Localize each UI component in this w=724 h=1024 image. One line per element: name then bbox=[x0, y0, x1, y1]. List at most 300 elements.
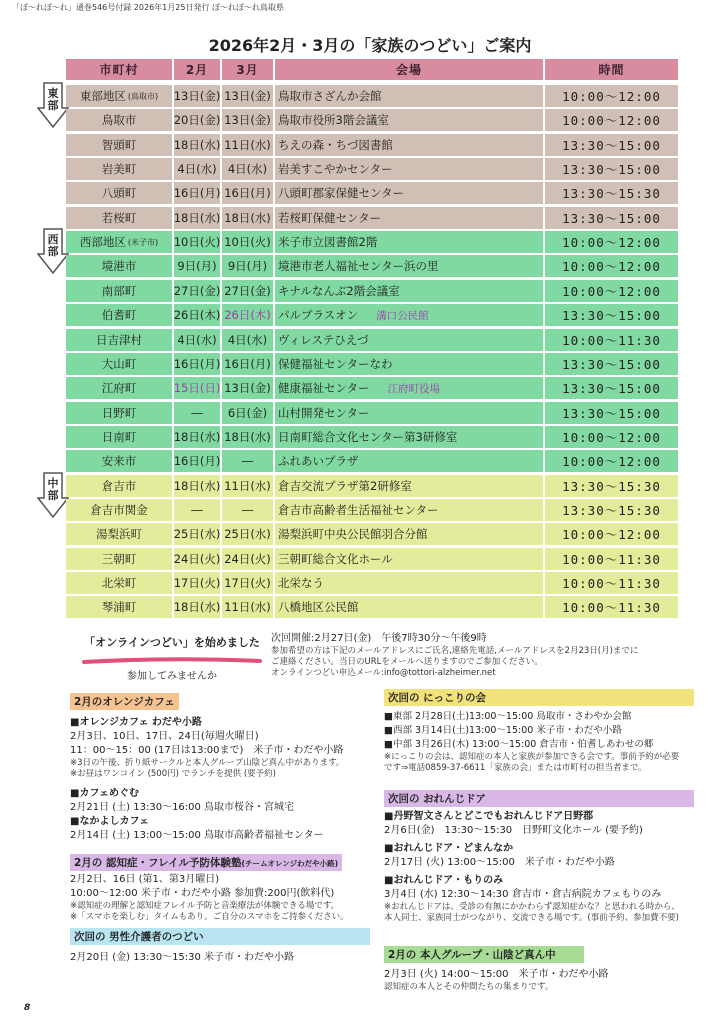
town-name: 琴浦町 bbox=[101, 600, 137, 615]
feb-cell bbox=[174, 499, 220, 521]
time-range: 10:00～11:30 bbox=[562, 332, 661, 348]
feb-date: 18日(水) bbox=[174, 429, 220, 444]
table-row bbox=[66, 596, 678, 618]
feb-date: 13日(金) bbox=[174, 89, 220, 103]
town-cell bbox=[66, 572, 172, 594]
table-row bbox=[66, 353, 678, 375]
town-name: 湯梨浜町 bbox=[96, 527, 142, 542]
time-cell bbox=[545, 329, 678, 351]
town-name: 北栄町 bbox=[101, 576, 137, 590]
mar-cell bbox=[222, 85, 273, 107]
venue-cell bbox=[275, 523, 543, 545]
mar-cell bbox=[222, 182, 273, 204]
town-name: 倉吉市 bbox=[101, 478, 137, 493]
cafe-megumu-detail: 2月21日 (土) 13:30～16:00 鳥取市桜谷・宮城宅 bbox=[70, 802, 295, 813]
cafe-megumu-title: ■カフェめぐむ bbox=[70, 788, 139, 799]
table-row bbox=[66, 523, 678, 545]
time-range: 13:30～15:00 bbox=[562, 405, 661, 421]
feb-date: 9日(月) bbox=[177, 259, 217, 274]
col-header-mar: 3月 bbox=[222, 59, 273, 80]
feb-cell bbox=[174, 280, 220, 302]
town-cell bbox=[66, 596, 172, 618]
town-cell bbox=[66, 353, 172, 375]
feb-cell bbox=[174, 329, 220, 351]
town-name: 倉吉市関金 bbox=[90, 502, 148, 517]
orenji-note: 本人同士、家族同士がつながり、交流できる場です。(事前予約、参加費不要) bbox=[384, 913, 679, 923]
town-name: 境港市 bbox=[101, 259, 137, 274]
region-name: 中 部 bbox=[47, 476, 59, 502]
mar-date: 13日(金) bbox=[224, 381, 271, 396]
frailty-heading: 2月の 認知症・フレイル予防体験塾(チームオレンジわだや小路) bbox=[70, 854, 342, 871]
time-range: 10:00～12:00 bbox=[562, 113, 661, 129]
mar-date: 13日(金) bbox=[224, 89, 271, 103]
orenji-domannaka-title: ■おれんじドア・どまんなか bbox=[384, 843, 514, 854]
venue-cell bbox=[275, 134, 543, 156]
town-name: 鳥取市 bbox=[101, 113, 137, 128]
time-cell bbox=[545, 85, 678, 107]
venue-name: パルプラスオン bbox=[278, 308, 359, 323]
venue-cell bbox=[275, 377, 543, 399]
feb-date: 16日(月) bbox=[174, 186, 220, 201]
mar-cell bbox=[222, 523, 273, 545]
town-name: 南部町 bbox=[101, 283, 137, 298]
town-name: 智頭町 bbox=[101, 137, 137, 152]
town-name: 三朝町 bbox=[101, 551, 137, 566]
online-announcement bbox=[82, 634, 262, 684]
venue-name: 八橋地区公民館 bbox=[278, 600, 359, 615]
mar-date: 11日(水) bbox=[224, 137, 271, 152]
mar-date: 27日(金) bbox=[224, 283, 271, 298]
table-row bbox=[66, 426, 678, 448]
col-header-time: 時間 bbox=[545, 59, 678, 80]
feb-cell bbox=[174, 85, 220, 107]
highlight-stroke-icon bbox=[82, 657, 262, 665]
venue-name: 倉吉交流プラザ第2研修室 bbox=[278, 478, 412, 493]
venue-cell bbox=[275, 109, 543, 131]
venue-name: 境港市老人福祉センター浜の里 bbox=[278, 259, 439, 274]
nikkori-note: です⇒電話0859-37-6611「家族の会」または市町村の担当者まで。 bbox=[384, 763, 647, 773]
time-range: 10:00～12:00 bbox=[562, 89, 661, 104]
time-range: 10:00～12:00 bbox=[562, 259, 661, 275]
venue-cell bbox=[275, 280, 543, 302]
town-name: 大山町 bbox=[101, 356, 137, 371]
time-cell bbox=[545, 548, 678, 570]
venue-name: 三朝町総合文化ホール bbox=[278, 551, 393, 566]
mar-cell bbox=[222, 426, 273, 448]
town-name: 東部地区 bbox=[79, 89, 126, 103]
time-range: 13:30～15:00 bbox=[562, 210, 661, 226]
table-row bbox=[66, 207, 678, 229]
town-name: 若桜町 bbox=[101, 210, 137, 225]
mar-cell bbox=[222, 572, 273, 594]
town-name: 江府町 bbox=[101, 381, 137, 396]
town-cell bbox=[66, 450, 172, 472]
nikkori-section bbox=[384, 686, 704, 774]
feb-date: ― bbox=[191, 405, 203, 420]
feb-date: 20日(金) bbox=[174, 113, 220, 128]
venue-cell bbox=[275, 548, 543, 570]
cafe-nakayoshi-detail: 2月14日 (土) 13:00～15:00 鳥取市高齢者福祉センター bbox=[70, 830, 324, 841]
time-range: 10:00～12:00 bbox=[562, 429, 661, 445]
time-cell bbox=[545, 158, 678, 180]
feb-cell bbox=[174, 353, 220, 375]
table-row bbox=[66, 231, 678, 253]
feb-cell bbox=[174, 426, 220, 448]
mar-date: 16日(月) bbox=[224, 356, 271, 371]
town-name: 八頭町 bbox=[101, 186, 137, 201]
table-row bbox=[66, 158, 678, 180]
venue-cell bbox=[275, 450, 543, 472]
venue-name: 倉吉市高齢者生活福祉センター bbox=[278, 502, 439, 517]
feb-date: 27日(金) bbox=[174, 283, 220, 298]
orange-cafe-section bbox=[70, 690, 370, 843]
table-row bbox=[66, 572, 678, 594]
feb-date: 17日(火) bbox=[174, 576, 220, 590]
town-cell bbox=[66, 523, 172, 545]
feb-cell bbox=[174, 523, 220, 545]
online-detail-3: オンラインつどい申込メール:info@tottori-alzheimer.net bbox=[271, 668, 496, 678]
feb-cell bbox=[174, 377, 220, 399]
time-range: 13:30～15:00 bbox=[562, 356, 661, 372]
feb-date: 4日(水) bbox=[177, 162, 217, 177]
venue-name: 八頭町郡家保健センター bbox=[278, 186, 405, 201]
time-cell bbox=[545, 426, 678, 448]
venue-name: ふれあいプラザ bbox=[278, 454, 359, 469]
time-cell bbox=[545, 280, 678, 302]
table-row bbox=[66, 450, 678, 472]
time-range: 13:30～15:00 bbox=[562, 162, 661, 178]
venue-cell bbox=[275, 85, 543, 107]
venue-cell bbox=[275, 231, 543, 253]
mar-date: 17日(火) bbox=[224, 576, 271, 590]
venue-name: 健康福祉センター bbox=[278, 381, 370, 396]
town-cell bbox=[66, 207, 172, 229]
frailty-time: 10:00～12:00 米子市・わだや小路 参加費:200円(飲料代) bbox=[70, 888, 335, 899]
town-name: 日野町 bbox=[101, 405, 137, 420]
region-name: 東 部 bbox=[47, 87, 59, 112]
orenji-note: ※おれんじドアは、受診の有無にかかわらず認知症かな？と思われる時から、 bbox=[384, 902, 680, 912]
time-range: 10:00～11:30 bbox=[562, 551, 661, 567]
mar-cell bbox=[222, 596, 273, 618]
col-header-feb: 2月 bbox=[174, 59, 220, 80]
time-cell bbox=[545, 596, 678, 618]
mar-cell bbox=[222, 304, 273, 326]
male-carers-section bbox=[70, 925, 370, 965]
mar-cell bbox=[222, 207, 273, 229]
table-row bbox=[66, 402, 678, 424]
mar-cell bbox=[222, 134, 273, 156]
time-cell bbox=[545, 499, 678, 521]
feb-cell bbox=[174, 475, 220, 497]
online-heading: 「オンラインつどい」を始めました bbox=[84, 636, 260, 649]
mar-cell bbox=[222, 353, 273, 375]
venue-name: ちえの森・ちづ図書館 bbox=[278, 137, 393, 152]
town-cell bbox=[66, 304, 172, 326]
venue-name: 米子市立図書館2階 bbox=[278, 235, 378, 250]
town-cell bbox=[66, 255, 172, 277]
mar-date: 6日(金) bbox=[227, 405, 268, 420]
table-row bbox=[66, 329, 678, 351]
town-note: (鳥取市) bbox=[127, 91, 159, 101]
town-cell bbox=[66, 426, 172, 448]
town-cell bbox=[66, 499, 172, 521]
town-name: 安来市 bbox=[101, 454, 137, 469]
feb-cell bbox=[174, 572, 220, 594]
mar-date: ― bbox=[241, 454, 254, 469]
feb-date: 16日(月) bbox=[174, 356, 220, 371]
feb-cell bbox=[174, 134, 220, 156]
cafe-wadaya-note: ※お昼はワンコイン (500円) でランチを提供 (要予約) bbox=[70, 769, 276, 779]
town-cell bbox=[66, 158, 172, 180]
mar-date: 24日(火) bbox=[224, 551, 271, 566]
time-range: 13:30～15:00 bbox=[562, 137, 661, 153]
mar-cell bbox=[222, 109, 273, 131]
town-note: (米子市) bbox=[127, 237, 159, 247]
time-range: 13:30～15:30 bbox=[562, 502, 661, 518]
table-row bbox=[66, 304, 678, 326]
publication-header: 「ぽ～れぽ～れ」通巻546号付録 2026年1月25日発行 ぽ～れぽ～れ鳥取県 bbox=[12, 3, 284, 12]
mar-cell bbox=[222, 280, 273, 302]
honnin-group-heading: 2月の 本人グループ・山陰ど真ん中 bbox=[384, 946, 584, 963]
feb-date: 15日(日) bbox=[174, 381, 220, 396]
mar-date: ― bbox=[241, 502, 254, 517]
time-range: 13:30～15:00 bbox=[562, 308, 661, 324]
time-range: 10:00～12:00 bbox=[562, 283, 661, 299]
mar-date: 11日(水) bbox=[224, 478, 271, 493]
venue-name: 若桜町保健センター bbox=[278, 210, 382, 225]
feb-cell bbox=[174, 402, 220, 424]
mar-cell bbox=[222, 231, 273, 253]
time-cell bbox=[545, 523, 678, 545]
venue-cell bbox=[275, 475, 543, 497]
mar-cell bbox=[222, 329, 273, 351]
town-cell bbox=[66, 329, 172, 351]
town-name: 日南町 bbox=[101, 429, 137, 444]
honnin-group-section bbox=[384, 943, 704, 993]
time-cell bbox=[545, 255, 678, 277]
town-cell bbox=[66, 548, 172, 570]
orenji-door-heading: 次回の おれんじドア bbox=[384, 790, 694, 807]
venue-name: 鳥取市さざんか会館 bbox=[278, 89, 382, 103]
venue-name: 北栄なう bbox=[278, 576, 324, 590]
mar-date: 11日(水) bbox=[224, 600, 271, 615]
venue-cell bbox=[275, 207, 543, 229]
mar-date: 4日(水) bbox=[227, 162, 268, 177]
nikkori-west: ■西部 3月14日(土)13:00～15:00 米子市・わだや小路 bbox=[384, 725, 622, 736]
mar-date: 18日(水) bbox=[224, 210, 271, 225]
feb-cell bbox=[174, 596, 220, 618]
feb-cell bbox=[174, 255, 220, 277]
mar-cell bbox=[222, 402, 273, 424]
venue-cell bbox=[275, 158, 543, 180]
mar-date: 13日(金) bbox=[224, 113, 271, 128]
frailty-note: ※認知症の理解と認知症フレイル予防と音楽療法が体験できる場です。 bbox=[70, 901, 340, 911]
mar-cell bbox=[222, 548, 273, 570]
time-range: 13:30～15:30 bbox=[562, 186, 661, 202]
frailty-note: ※「スマホを楽しむ」タイムもあり。ご自分のスマホをご持参ください。 bbox=[70, 912, 349, 922]
orenji-morinomi-title: ■おれんじドア・もりのみ bbox=[384, 875, 504, 886]
cafe-wadaya-title: ■オレンジカフェ わだや小路 bbox=[70, 717, 202, 728]
region-name: 西 部 bbox=[47, 233, 59, 259]
feb-cell bbox=[174, 109, 220, 131]
venue-cell bbox=[275, 499, 543, 521]
venue-name: キナルなんぶ2階会議室 bbox=[278, 283, 400, 298]
time-cell bbox=[545, 182, 678, 204]
table-row bbox=[66, 548, 678, 570]
time-cell bbox=[545, 402, 678, 424]
male-carers-detail: 2月20日 (金) 13:30～15:30 米子市・わだや小路 bbox=[70, 952, 295, 963]
venue-name: ヴィレステひえづ bbox=[278, 332, 369, 347]
online-detail-2: ご連絡ください。当日のURLをメールへ送りますのでご参加ください。 bbox=[271, 657, 543, 667]
frailty-dates: 2月2日、16日 (第1、第3月曜日) bbox=[70, 874, 220, 885]
page-title: 2026年2月・3月の「家族のつどい」ご案内 bbox=[208, 36, 532, 55]
town-cell bbox=[66, 377, 172, 399]
nikkori-note: ※にっこりの会は、認知症の本人と家族が参加できる会です。事前予約が必要 bbox=[384, 752, 680, 762]
feb-date: 18日(水) bbox=[174, 478, 220, 493]
col-header-town: 市町村 bbox=[66, 59, 172, 80]
town-cell bbox=[66, 231, 172, 253]
town-cell bbox=[66, 85, 172, 107]
mar-date: 25日(水) bbox=[224, 527, 271, 542]
mar-date: 4日(水) bbox=[227, 332, 268, 347]
time-cell bbox=[545, 450, 678, 472]
time-range: 10:00～11:30 bbox=[562, 576, 661, 591]
town-name: 岩美町 bbox=[101, 162, 137, 177]
time-range: 10:00～11:30 bbox=[562, 600, 661, 616]
feb-cell bbox=[174, 450, 220, 472]
mar-cell bbox=[222, 158, 273, 180]
feb-cell bbox=[174, 182, 220, 204]
feb-date: 26日(木) bbox=[174, 308, 220, 323]
honnin-group-detail: 2月3日 (火) 14:00～15:00 米子市・わだや小路 bbox=[384, 969, 609, 980]
table-row bbox=[66, 499, 678, 521]
table-row bbox=[66, 255, 678, 277]
feb-date: 18日(水) bbox=[174, 137, 220, 152]
table-row bbox=[66, 134, 678, 156]
venue-cell bbox=[275, 353, 543, 375]
region-label bbox=[37, 472, 69, 518]
orange-cafe-heading: 2月のオレンジカフェ bbox=[70, 693, 179, 710]
mar-cell bbox=[222, 475, 273, 497]
town-name: 西部地区 bbox=[79, 235, 126, 250]
time-cell bbox=[545, 475, 678, 497]
online-sub: 参加してみませんか bbox=[127, 671, 217, 682]
feb-date: 10日(火) bbox=[174, 235, 220, 250]
orenji-door-section bbox=[384, 787, 704, 924]
venue-name: 保健福祉センターなわ bbox=[278, 356, 393, 371]
feb-cell bbox=[174, 231, 220, 253]
venue-cell bbox=[275, 596, 543, 618]
town-name: 日吉津村 bbox=[96, 332, 142, 347]
venue-name: 湯梨浜町中央公民館羽合分館 bbox=[278, 527, 428, 542]
col-header-venue: 会場 bbox=[275, 59, 543, 80]
town-cell bbox=[66, 109, 172, 131]
mar-date: 16日(月) bbox=[224, 186, 271, 201]
time-cell bbox=[545, 353, 678, 375]
venue-cell bbox=[275, 182, 543, 204]
nikkori-east: ■東部 2月28日(土)13:00～15:00 鳥取市・さわやか会館 bbox=[384, 711, 632, 722]
time-cell bbox=[545, 207, 678, 229]
town-cell bbox=[66, 475, 172, 497]
town-cell bbox=[66, 402, 172, 424]
nikkori-central: ■中部 3月26日(木) 13:00～15:00 倉吉市・伯耆しあわせの郷 bbox=[384, 739, 654, 750]
feb-date: 24日(火) bbox=[174, 551, 220, 566]
feb-cell bbox=[174, 304, 220, 326]
time-range: 10:00～12:00 bbox=[562, 454, 661, 470]
feb-cell bbox=[174, 158, 220, 180]
time-cell bbox=[545, 572, 678, 594]
time-cell bbox=[545, 231, 678, 253]
town-cell bbox=[66, 182, 172, 204]
venue-name: 山村開発センター bbox=[278, 405, 370, 420]
table-row bbox=[66, 377, 678, 399]
time-cell bbox=[545, 377, 678, 399]
feb-date: 18日(水) bbox=[174, 210, 220, 225]
time-range: 10:00～12:00 bbox=[562, 527, 661, 543]
time-range: 10:00～12:00 bbox=[562, 235, 661, 251]
frailty-section bbox=[70, 851, 370, 923]
table-row bbox=[66, 85, 678, 107]
venue-cell bbox=[275, 304, 543, 326]
table-row bbox=[66, 182, 678, 204]
venue-name: 日南町総合文化センター第3研修室 bbox=[278, 429, 458, 444]
mar-date: 18日(水) bbox=[224, 429, 271, 444]
online-details bbox=[271, 632, 701, 679]
feb-date: ― bbox=[191, 502, 203, 517]
venue-note: 江府町役場 bbox=[387, 382, 441, 395]
cafe-wadaya-dates: 2月3日、10日、17日、24日(毎週火曜日) bbox=[70, 731, 259, 742]
venue-cell bbox=[275, 255, 543, 277]
orenji-morinomi-detail: 3月4日 (水) 12:30～14:30 倉吉市・倉吉病院カフェもりのみ bbox=[384, 889, 662, 900]
town-cell bbox=[66, 280, 172, 302]
nikkori-heading: 次回の にっこりの会 bbox=[384, 689, 694, 706]
venue-cell bbox=[275, 329, 543, 351]
mar-cell bbox=[222, 255, 273, 277]
feb-cell bbox=[174, 548, 220, 570]
orenji-hino-detail: 2月6日(金) 13:30～15:30 日野町文化ホール (要予約) bbox=[384, 825, 643, 836]
region-label bbox=[37, 82, 69, 128]
honnin-group-note: 認知症の本人とその仲間たちの集まりです。 bbox=[384, 982, 554, 992]
time-cell bbox=[545, 134, 678, 156]
table-row bbox=[66, 475, 678, 497]
region-label bbox=[37, 228, 69, 274]
mar-date: 9日(月) bbox=[227, 259, 268, 274]
cafe-wadaya-time: 11：00～15：00 (17日は13:00まで) 米子市・わだや小路 bbox=[70, 745, 344, 756]
cafe-wadaya-note: ※3日の午後、折り紙サークルと本人グループ山陰ど真ん中があります。 bbox=[70, 758, 345, 768]
online-next: 次回開催:2月27日(金) 午後7時30分～午後9時 bbox=[271, 633, 487, 644]
mar-date: 26日(木) bbox=[224, 308, 271, 323]
venue-name: 岩美すこやかセンター bbox=[278, 162, 393, 177]
venue-cell bbox=[275, 426, 543, 448]
town-cell bbox=[66, 134, 172, 156]
venue-cell bbox=[275, 572, 543, 594]
time-cell bbox=[545, 109, 678, 131]
feb-date: 4日(水) bbox=[177, 332, 217, 347]
town-name: 伯耆町 bbox=[101, 308, 137, 323]
page-number: 8 bbox=[24, 1003, 31, 1013]
mar-cell bbox=[222, 499, 273, 521]
time-range: 13:30～15:00 bbox=[562, 381, 661, 397]
time-range: 13:30～15:30 bbox=[562, 478, 661, 494]
venue-name: 鳥取市役所3階会議室 bbox=[278, 113, 389, 128]
venue-cell bbox=[275, 402, 543, 424]
online-detail-1: 参加希望の方は下記のメールアドレスにご氏名,連絡先電話,メールアドレスを2月23日(月)までに bbox=[271, 646, 639, 656]
mar-cell bbox=[222, 450, 273, 472]
orenji-domannaka-detail: 2月17日 (火) 13:00～15:00 米子市・わだや小路 bbox=[384, 857, 615, 868]
mar-date: 10日(火) bbox=[224, 235, 271, 250]
feb-cell bbox=[174, 207, 220, 229]
cafe-nakayoshi-title: ■なかよしカフェ bbox=[70, 816, 149, 827]
